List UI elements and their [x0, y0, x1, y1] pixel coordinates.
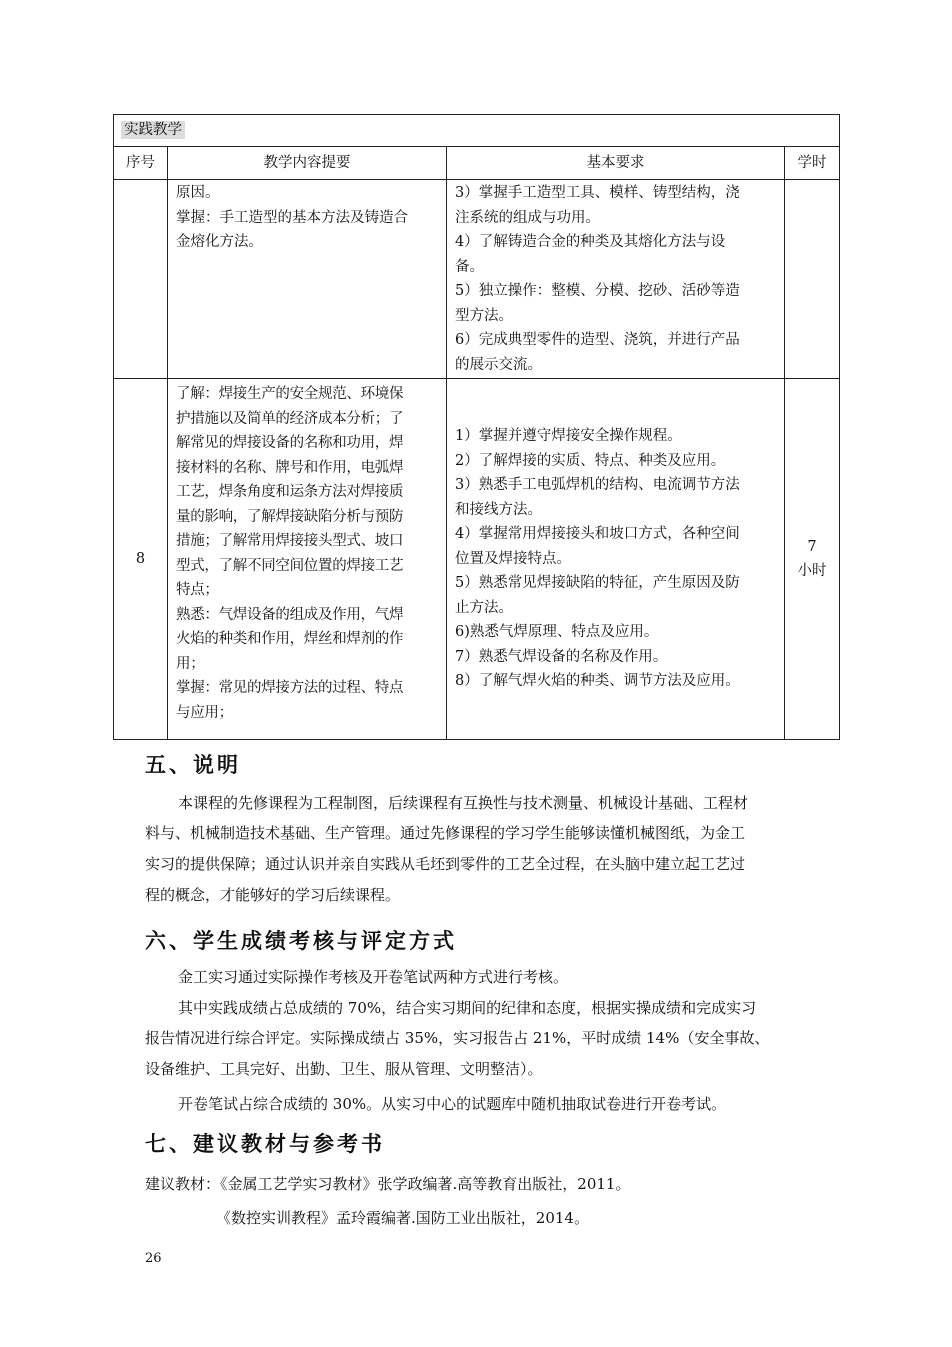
requirement-line: 2）了解焊接的实质、特点、种类及应用。: [455, 452, 726, 469]
header-num: 序号: [114, 147, 168, 180]
practice-teaching-table: [113, 114, 840, 740]
row-hours: [785, 379, 840, 740]
content-line: 接材料的名称、牌号和作用，电弧焊: [176, 459, 404, 476]
section-6-line: 设备维护、工具完好、出勤、卫生、服从管理、文明整洁）。: [145, 1060, 543, 1078]
content-line: 火焰的种类和作用，焊丝和焊剂的作: [176, 631, 404, 647]
section-6-heading: 六、学生成绩考核与评定方式: [145, 928, 457, 953]
content-line: 用；: [176, 655, 205, 672]
content-line: 熟悉：气焊设备的组成及作用，气焊: [176, 606, 404, 623]
hours-value: 7: [807, 538, 817, 555]
row-requirements: [447, 379, 785, 740]
row-requirements: [447, 180, 785, 379]
section-6-line: 开卷笔试占综合成绩的 30%。从实习中心的试题库中随机抽取试卷进行开卷考试。: [178, 1095, 727, 1113]
content-line: 护措施以及简单的经济成本分析；了: [176, 410, 404, 427]
requirement-line: 3）掌握手工造型工具、模样、铸型结构，浇: [455, 185, 740, 201]
section-5-line: 程的概念，才能够好的学习后续课程。: [145, 886, 401, 904]
table-row: [114, 180, 840, 379]
textbook-line: 建议教材：《金属工艺学实习教材》张学政编著.高等教育出版社，2011。: [145, 1175, 631, 1193]
content-line: 工艺，焊条角度和运条方法对焊接质: [176, 484, 404, 500]
header-hours: 学时: [785, 147, 840, 180]
textbook-line: 《数控实训教程》孟玲霞编著.国防工业出版社，2014。: [216, 1209, 589, 1227]
requirement-line: 备。: [455, 258, 484, 275]
content-line: 措施；了解常用焊接接头型式、坡口: [176, 533, 404, 549]
table-section-title: 实践教学: [121, 121, 185, 139]
section-6-line: 其中实践成绩占总成绩的 70%，结合实习期间的纪律和态度，根据实操成绩和完成实习: [178, 999, 757, 1017]
requirement-line: 6）完成典型零件的造型、浇筑，并进行产品: [455, 332, 740, 348]
content-line: 解常见的焊接设备的名称和功用，焊: [176, 435, 404, 451]
requirement-line: 5）独立操作：整模、分模、挖砂、活砂等造: [455, 283, 740, 299]
requirement-line: 止方法。: [455, 599, 513, 616]
row-content: [168, 180, 447, 379]
content-line: 型式，了解不同空间位置的焊接工艺: [176, 557, 404, 574]
requirement-line: 型方法。: [455, 307, 513, 324]
requirement-line: 注系统的组成与功用。: [455, 209, 600, 226]
header-content: 教学内容提要: [168, 147, 447, 180]
row-hours: [785, 180, 840, 379]
requirement-line: 和接线方法。: [455, 501, 542, 518]
section-6-line: 金工实习通过实际操作考核及开卷笔试两种方式进行考核。: [178, 968, 569, 986]
requirement-line: 5）熟悉常见焊接缺陷的特征，产生原因及防: [455, 575, 740, 592]
requirement-line: 4）了解铸造合金的种类及其熔化方法与设: [455, 234, 726, 250]
requirement-line: 的展示交流。: [455, 356, 542, 373]
section-7-heading: 七、建议教材与参考书: [145, 1131, 385, 1156]
requirement-line: 3）熟悉手工电弧焊机的结构、电流调节方法: [455, 477, 740, 494]
requirement-line: 7）熟悉气焊设备的名称及作用。: [455, 648, 668, 665]
row-number: [114, 180, 168, 379]
row-number: 8: [114, 379, 168, 740]
section-5-heading: 五、说明: [145, 752, 241, 777]
table-row: [114, 379, 840, 740]
content-line: 金熔化方法。: [176, 234, 263, 250]
requirement-line: 6)熟悉气焊原理、特点及应用。: [455, 624, 659, 641]
content-line: 了解：焊接生产的安全规范、环境保: [176, 386, 404, 402]
section-5-line: 实习的提供保障；通过认识并亲自实践从毛坯到零件的工艺全过程，在头脑中建立起工艺过: [145, 855, 746, 873]
table-header-row: [114, 147, 840, 180]
content-line: 掌握：常见的焊接方法的过程、特点: [176, 680, 404, 696]
hours-unit: 小时: [797, 563, 827, 579]
requirement-line: 8）了解气焊火焰的种类、调节方法及应用。: [455, 673, 740, 690]
requirement-line: 4）掌握常用焊接接头和坡口方式，各种空间: [455, 526, 740, 543]
content-line: 与应用；: [176, 704, 233, 721]
requirement-line: 1）掌握并遵守焊接安全操作规程。: [455, 428, 682, 445]
requirement-line: 位置及焊接特点。: [455, 550, 571, 567]
page-number: 26: [145, 1251, 162, 1266]
content-line: 原因。: [176, 185, 220, 201]
content-line: 掌握：手工造型的基本方法及铸造合: [176, 209, 408, 226]
content-line: 特点；: [176, 582, 219, 598]
section-5-line: 料与、机械制造技术基础、生产管理。通过先修课程的学习学生能够读懂机械图纸，为金工: [145, 824, 746, 842]
table-section-title-cell: [114, 115, 840, 147]
section-5-line: 本课程的先修课程为工程制图，后续课程有互换性与技术测量、机械设计基础、工程材: [178, 794, 749, 812]
header-requirements: 基本要求: [447, 147, 785, 180]
section-6-line: 报告情况进行综合评定。实际操成绩占 35%，实习报告占 21%，平时成绩 14%（安全事故、: [145, 1029, 770, 1047]
row-content: [168, 379, 447, 740]
content-line: 量的影响，了解焊接缺陷分析与预防: [176, 508, 404, 525]
